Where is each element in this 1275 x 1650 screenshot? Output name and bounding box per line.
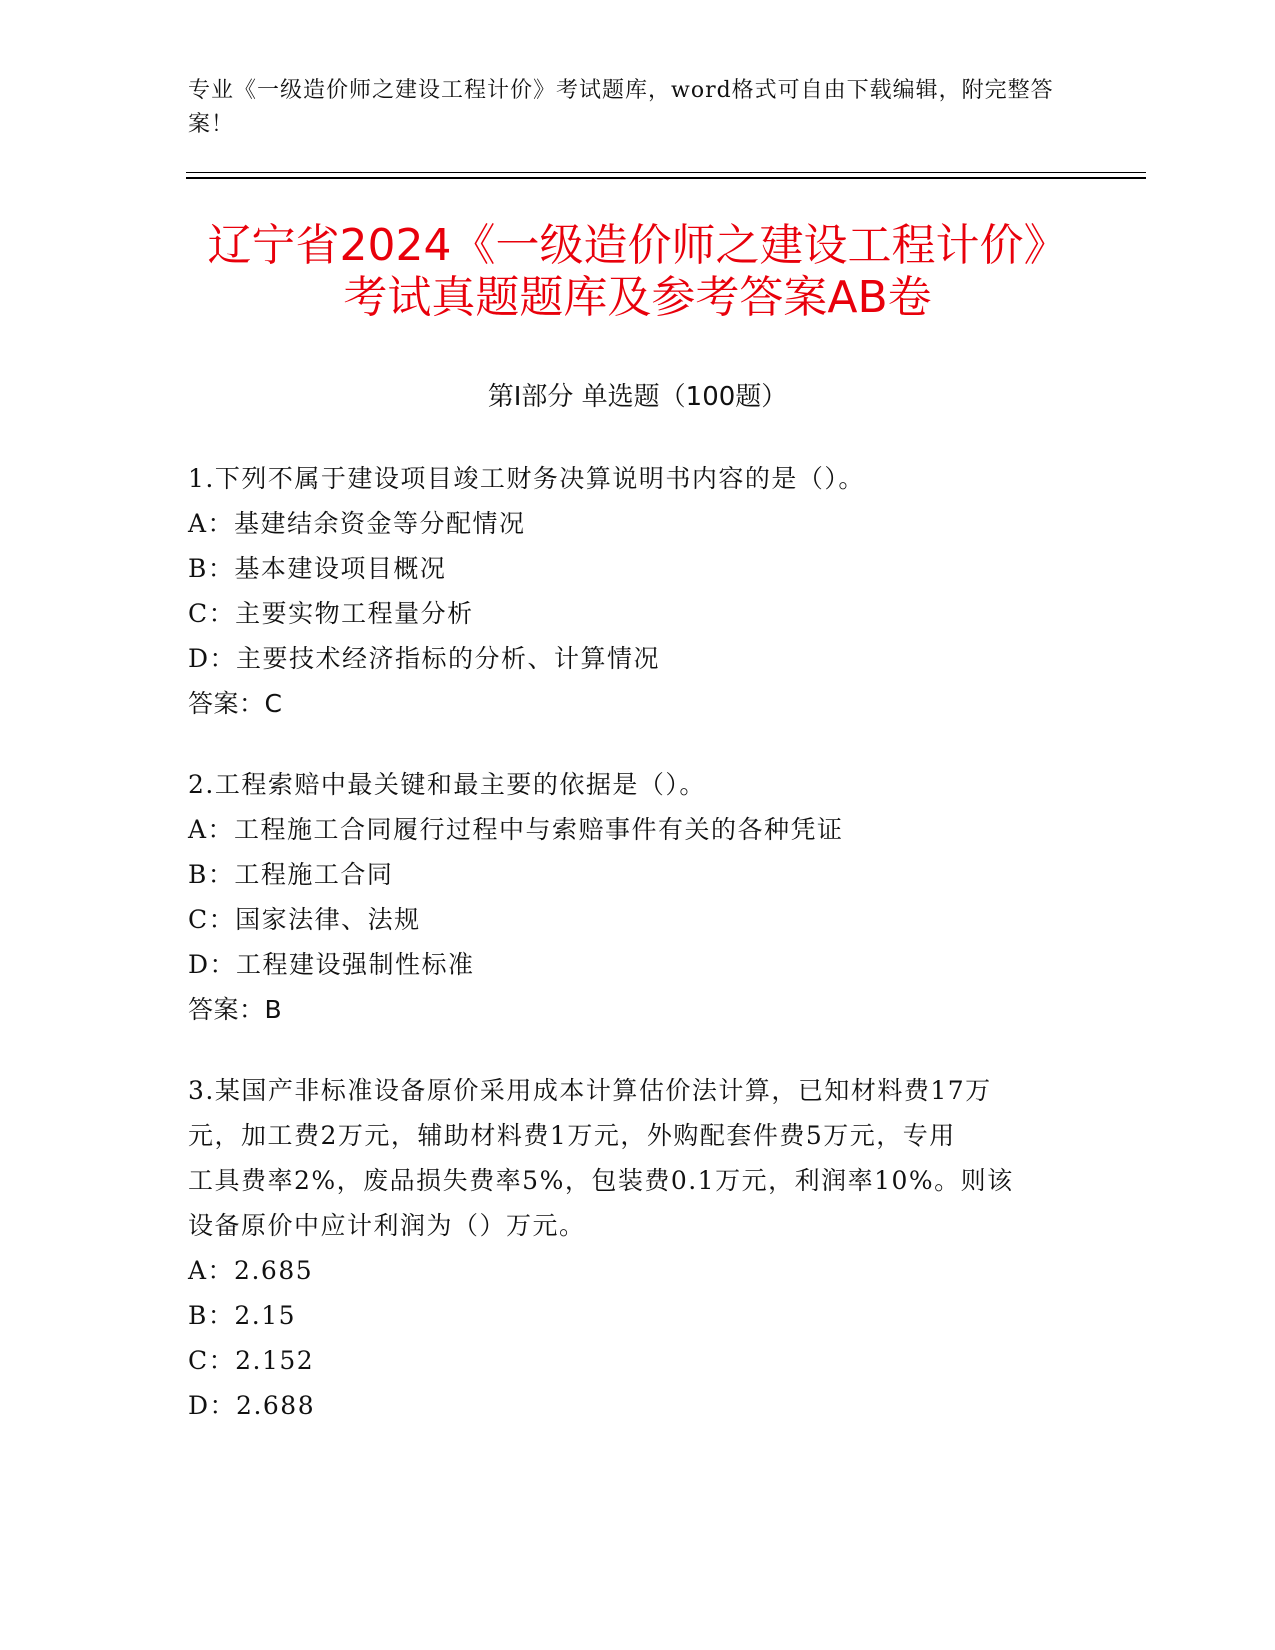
question-2: [188, 762, 1068, 1032]
question-1: [188, 456, 1068, 726]
option-a: A：2.685: [188, 1256, 314, 1285]
document-title-line-1: 辽宁省2024《一级造价师之建设工程计价》: [207, 220, 1068, 271]
question-3: [188, 1068, 1068, 1428]
answer: 答案：C: [188, 689, 283, 718]
option-b: B：工程施工合同: [188, 860, 394, 889]
question-stem-line-2: 元，加工费2万元，辅助材料费1万元，外购配套件费5万元，专用: [188, 1121, 956, 1150]
question-stem: 1.下列不属于建设项目竣工财务决算说明书内容的是（）。: [188, 464, 865, 493]
option-c: C：主要实物工程量分析: [188, 599, 474, 628]
header-rule-thick: [186, 177, 1146, 179]
question-stem: 2.工程索赔中最关键和最主要的依据是（）。: [188, 770, 706, 799]
question-stem-line-1: 3.某国产非标准设备原价采用成本计算估价法计算，已知材料费17万: [188, 1076, 992, 1105]
option-c: C：国家法律、法规: [188, 905, 421, 934]
question-stem-line-4: 设备原价中应计利润为（）万元。: [188, 1211, 586, 1240]
option-d: D：2.688: [188, 1391, 316, 1420]
answer: 答案：B: [188, 995, 283, 1024]
option-b: B：基本建设项目概况: [188, 554, 447, 583]
header-note: 专业《一级造价师之建设工程计价》考试题库，word格式可自由下载编辑，附完整答案！: [188, 78, 1054, 137]
document-title-line-2: 考试真题题库及参考答案AB卷: [343, 272, 932, 323]
option-b: B：2.15: [188, 1301, 297, 1330]
option-d: D：主要技术经济指标的分析、计算情况: [188, 644, 661, 673]
option-d: D：工程建设强制性标准: [188, 950, 475, 979]
option-a: A：工程施工合同履行过程中与索赔事件有关的各种凭证: [188, 815, 844, 844]
option-c: C：2.152: [188, 1346, 315, 1375]
option-a: A：基建结余资金等分配情况: [188, 509, 526, 538]
section-heading: 第I部分 单选题（100题）: [487, 382, 788, 412]
header-rule-thin: [186, 172, 1146, 173]
question-stem-line-3: 工具费率2%，废品损失费率5%，包装费0.1万元，利润率10%。则该: [188, 1166, 1014, 1195]
